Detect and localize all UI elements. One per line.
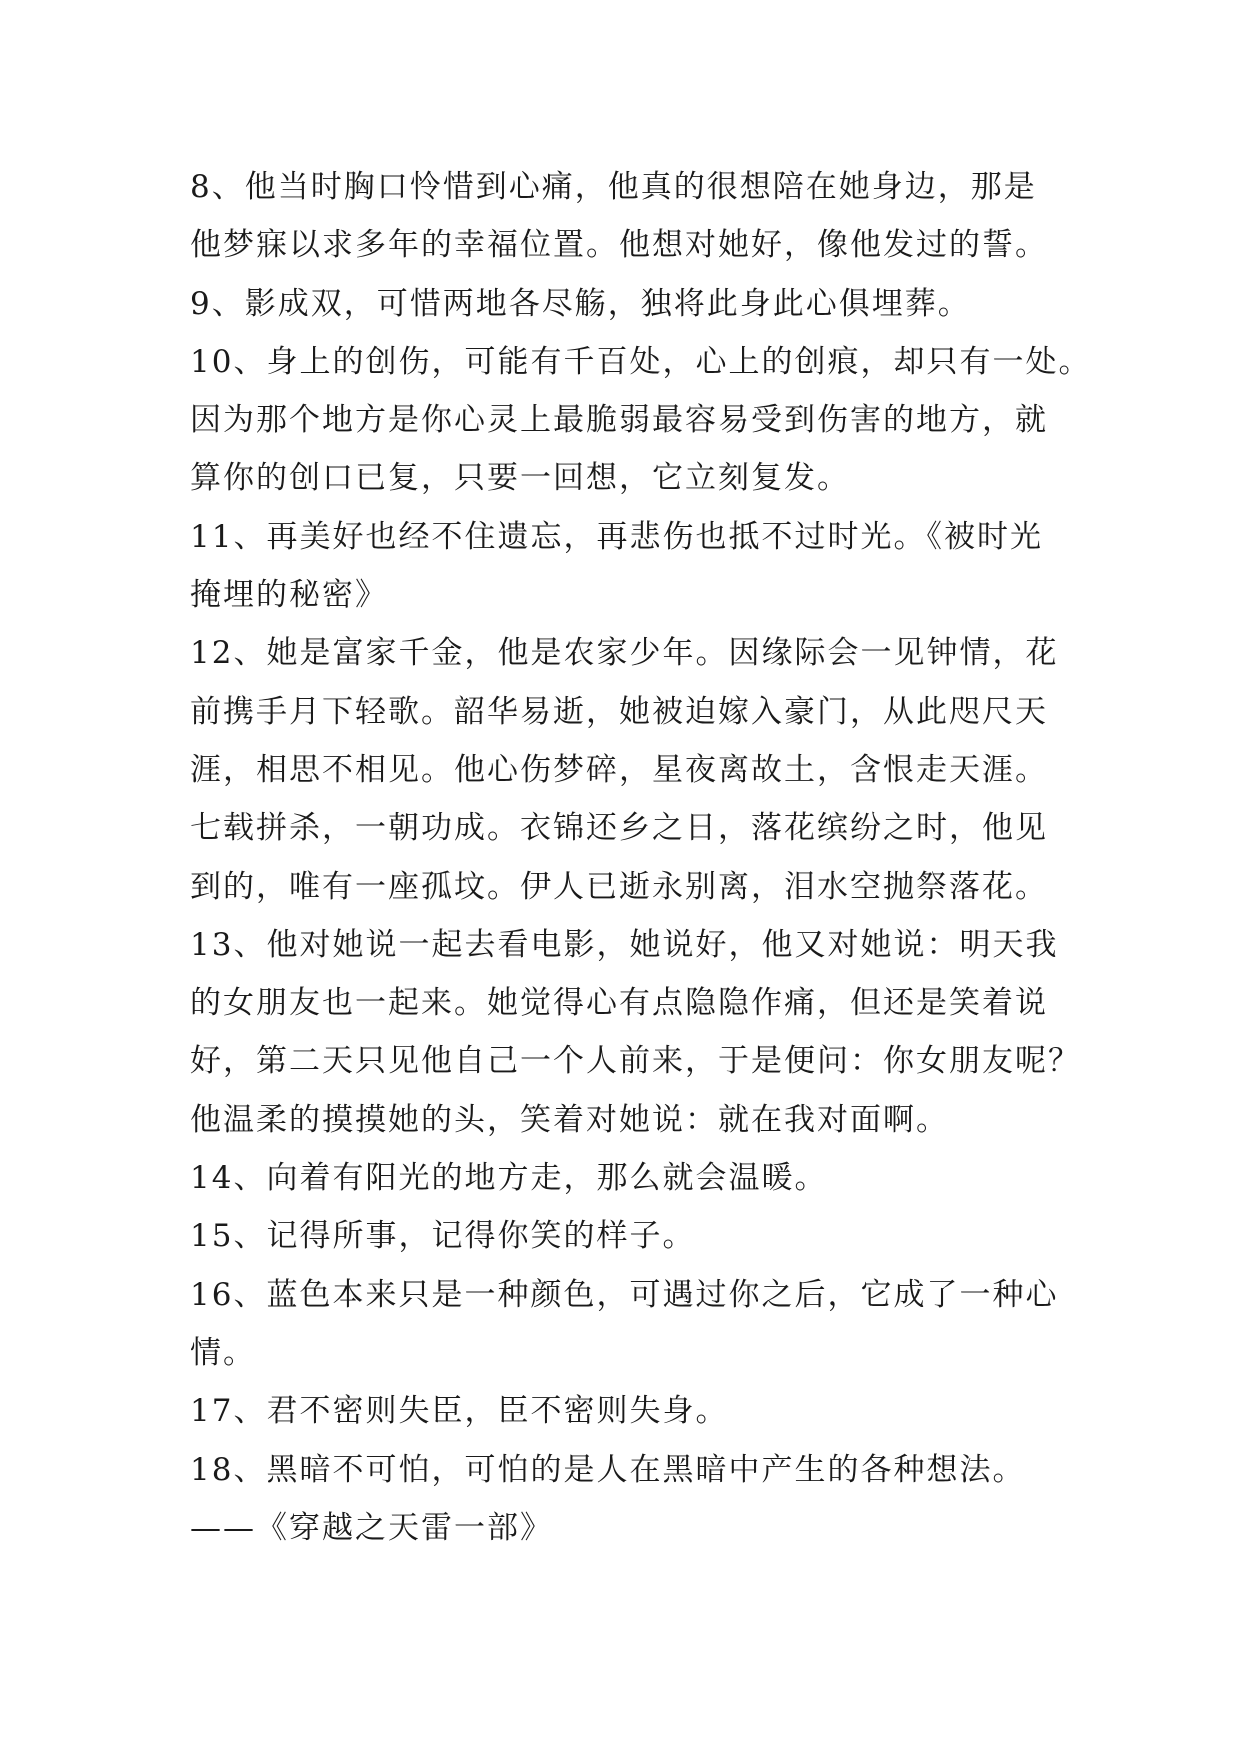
- text-line: 他梦寐以求多年的幸福位置。他想对她好，像他发过的誓。: [190, 227, 1048, 264]
- text-line: 七载拼杀，一朝功成。衣锦还乡之日，落花缤纷之时，他见: [190, 810, 1048, 847]
- text-line: 好，第二天只见他自己一个人前来，于是便问：你女朋友呢？: [190, 1043, 1081, 1080]
- text-line: 情。: [190, 1334, 256, 1371]
- text-line: 掩埋的秘密》: [190, 577, 388, 614]
- text-line: 涯，相思不相见。他心伤梦碎，星夜离故土，含恨走天涯。: [190, 751, 1048, 788]
- text-line: 17、君不密则失臣，臣不密则失身。: [190, 1393, 729, 1430]
- document-body: [190, 158, 1090, 1557]
- text-line: 的女朋友也一起来。她觉得心有点隐隐作痛，但还是笑着说: [190, 985, 1048, 1022]
- text-line: 到的，唯有一座孤坟。伊人已逝永别离，泪水空抛祭落花。: [190, 868, 1048, 905]
- text-line: 13、他对她说一起去看电影，她说好，他又对她说：明天我: [190, 926, 1059, 963]
- text-line: 18、黑暗不可怕，可怕的是人在黑暗中产生的各种想法。: [190, 1451, 1026, 1488]
- text-line: 8、他当时胸口怜惜到心痛，他真的很想陪在她身边，那是: [190, 169, 1037, 205]
- text-line: 16、蓝色本来只是一种颜色，可遇过你之后，它成了一种心: [190, 1276, 1059, 1313]
- text-line: 算你的创口已复，只要一回想，它立刻复发。: [190, 460, 850, 497]
- text-line: 因为那个地方是你心灵上最脆弱最容易受到伤害的地方，就: [190, 402, 1048, 439]
- text-line: 12、她是富家千金，他是农家少年。因缘际会一见钟情，花: [190, 635, 1059, 672]
- text-line: 10、身上的创伤，可能有千百处，心上的创痕，却只有一处。: [190, 343, 1092, 380]
- text-line: 9、影成双，可惜两地各尽觞，独将此身此心俱埋葬。: [190, 285, 971, 322]
- text-line: 15、记得所事，记得你笑的样子。: [190, 1218, 696, 1255]
- text-line: 14、向着有阳光的地方走，那么就会温暖。: [190, 1160, 828, 1197]
- text-line: 他温柔的摸摸她的头，笑着对她说：就在我对面啊。: [190, 1101, 949, 1138]
- text-line: 11、再美好也经不住遗忘，再悲伤也抵不过时光。《被时光: [190, 518, 1043, 555]
- text-line: ——《穿越之天雷一部》: [190, 1509, 553, 1546]
- text-line: 前携手月下轻歌。韶华易逝，她被迫嫁入豪门，从此咫尺天: [190, 693, 1048, 730]
